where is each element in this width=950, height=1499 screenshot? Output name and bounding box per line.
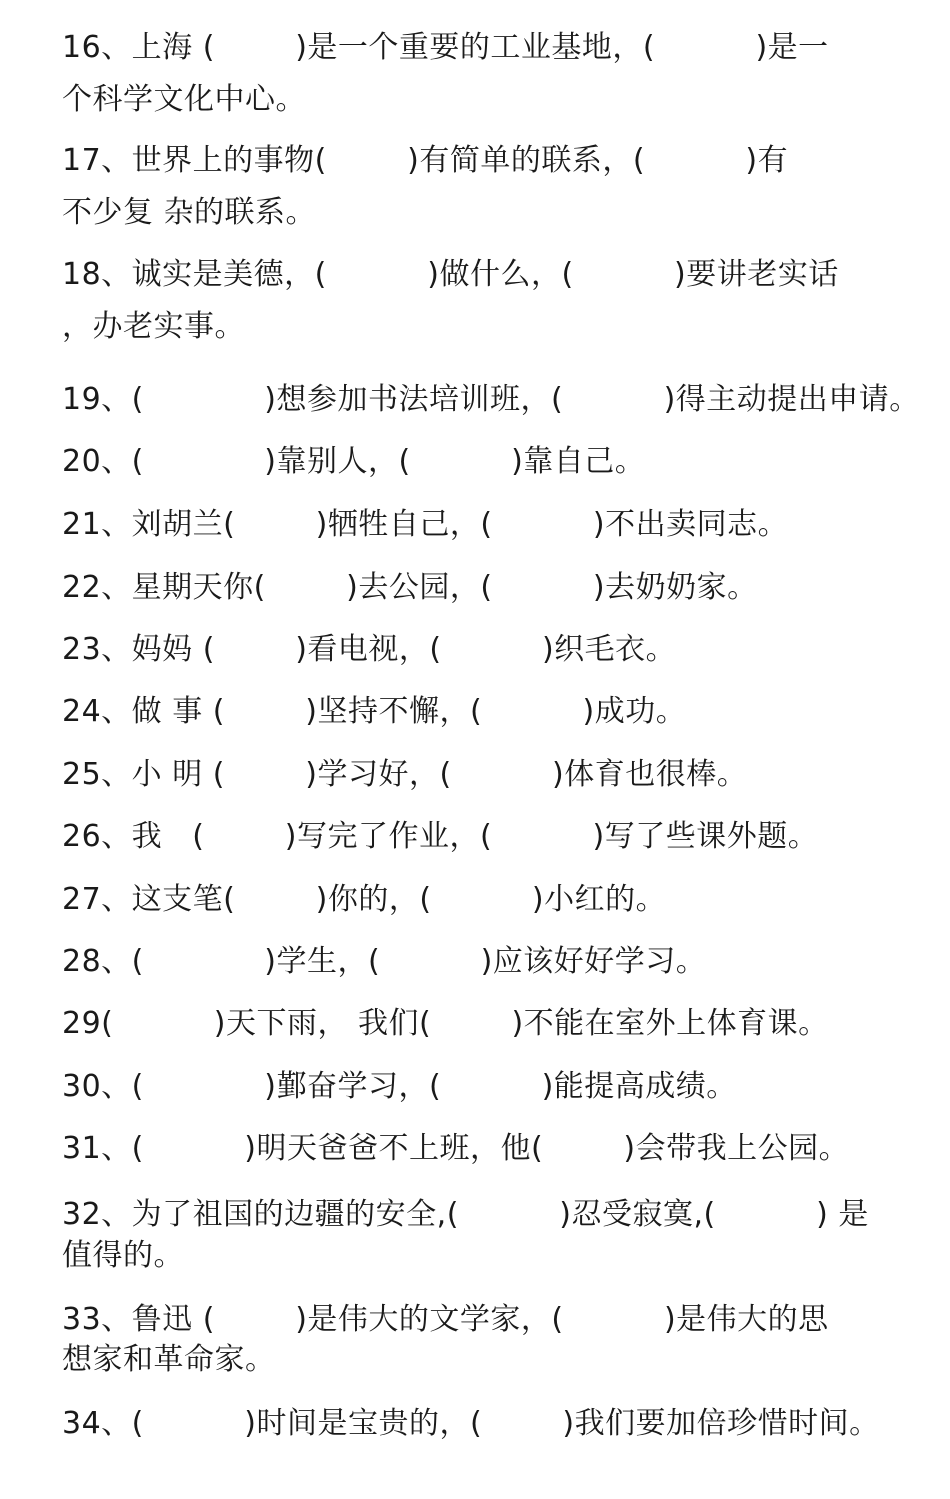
question-31-line-1: 31、( )明天爸爸不上班，他( )会带我上公园。 xyxy=(62,1131,850,1166)
question-27-line-1: 27、这支笔( )你的，( )小红的。 xyxy=(62,882,667,917)
question-21-line-1: 21、刘胡兰( )牺牲自己，( )不出卖同志。 xyxy=(62,507,789,542)
question-22-line-1: 22、星期天你( )去公园，( )去奶奶家。 xyxy=(62,570,758,605)
question-19-line-1: 19、( )想参加书法培训班，( )得主动提出申请。 xyxy=(62,382,920,417)
question-24-line-1: 24、做 事 ( )坚持不懈，( )成功。 xyxy=(62,694,687,729)
question-33-line-2: 想家和革命家。 xyxy=(62,1342,276,1377)
question-25-line-1: 25、小 明 ( )学习好，( )体育也很棒。 xyxy=(62,757,748,792)
question-28-line-1: 28、( )学生，( )应该好好学习。 xyxy=(62,944,707,979)
question-18-line-1: 18、诚实是美德，( )做什么，( )要讲老实话 xyxy=(62,257,839,292)
question-17-line-2: 不少复 杂的联系。 xyxy=(62,195,317,230)
question-16-line-2: 个科学文化中心。 xyxy=(62,82,306,117)
question-23-line-1: 23、妈妈 ( )看电视，( )织毛衣。 xyxy=(62,632,677,667)
question-32-line-2: 值得的。 xyxy=(62,1238,184,1273)
question-32-line-1: 32、为了祖国的边疆的安全,( )忍受寂寞,( ) 是 xyxy=(62,1197,869,1232)
question-17-line-1: 17、世界上的事物( )有简单的联系，( )有 xyxy=(62,143,789,178)
question-18-line-2: ，办老实事。 xyxy=(62,309,245,344)
question-29-line-1: 29( )天下雨， 我们( )不能在室外上体育课。 xyxy=(62,1006,829,1041)
question-16-line-1: 16、上海 ( )是一个重要的工业基地，( )是一 xyxy=(62,30,829,65)
question-30-line-1: 30、( )鄞奋学习，( )能提高成绩。 xyxy=(62,1069,737,1104)
question-26-line-1: 26、我 ( )写完了作业，( )写了些课外题。 xyxy=(62,819,819,854)
question-20-line-1: 20、( )靠别人，( )靠自己。 xyxy=(62,444,646,479)
question-34-line-1: 34、( )时间是宝贵的，( )我们要加倍珍惜时间。 xyxy=(62,1406,880,1441)
question-33-line-1: 33、鲁迅 ( )是伟大的文学家，( )是伟大的思 xyxy=(62,1302,829,1337)
